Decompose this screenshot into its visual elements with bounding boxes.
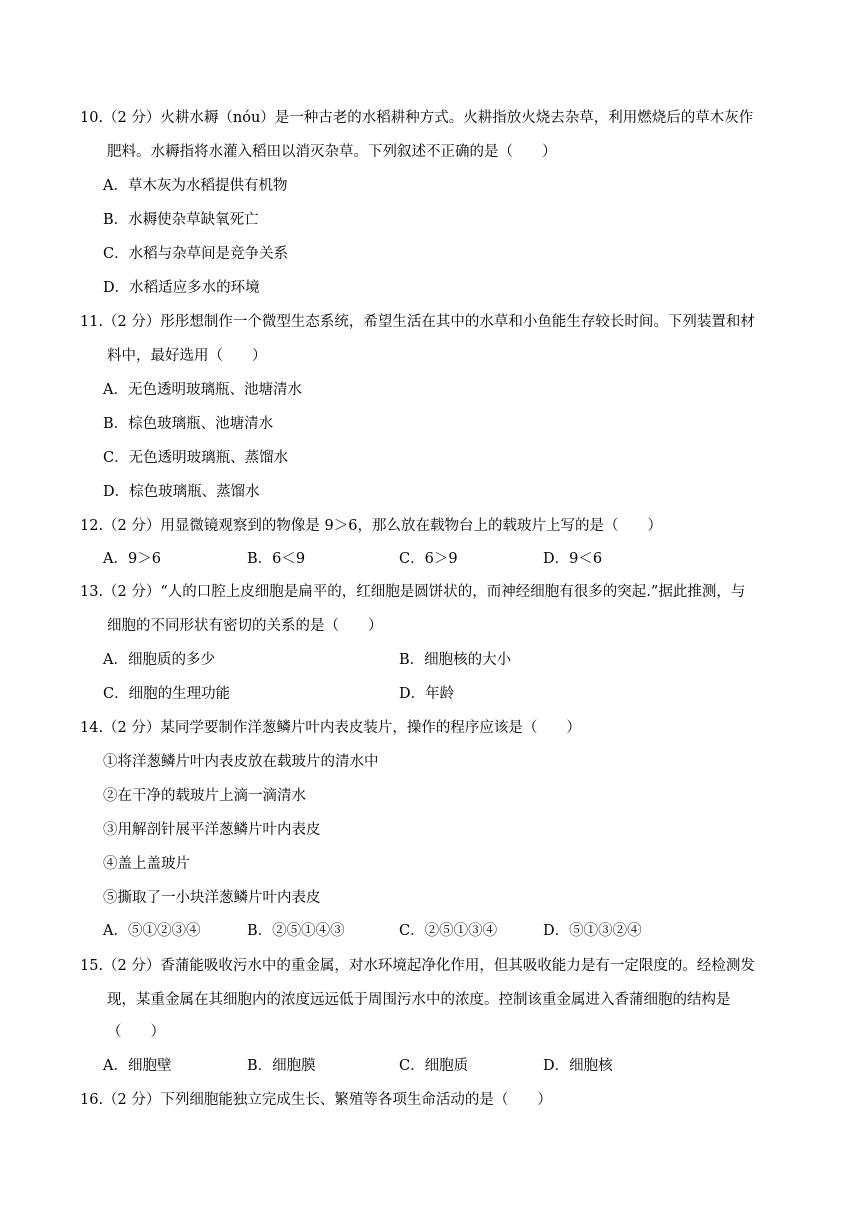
question-13-option-b: B．细胞核的大小 <box>399 652 512 668</box>
question-14-option-a: A．⑤①②③④ <box>103 923 201 939</box>
question-14-option-b: B．②⑤①④③ <box>247 923 345 939</box>
question-14-step-3: ③用解剖针展平洋葱鳞片叶内表皮 <box>103 822 321 838</box>
question-13-line-2: 细胞的不同形状有密切的关系的是（ ） <box>107 618 383 634</box>
question-14-option-c: C．②⑤①③④ <box>399 923 498 939</box>
question-12-option-b: B．6＜9 <box>247 551 306 567</box>
question-14-step-5: ⑤撕取了一小块洋葱鳞片叶内表皮 <box>103 890 321 906</box>
question-10-line-2: 肥料。水耨指将水灌入稻田以消灭杂草。下列叙述不正确的是（ ） <box>107 144 557 160</box>
question-13-option-d: D．年龄 <box>399 686 455 702</box>
question-10-option-c: C．水稻与杂草间是竞争关系 <box>103 246 289 262</box>
question-12-option-a: A．9＞6 <box>103 551 161 567</box>
question-10-option-d: D．水稻适应多水的环境 <box>103 280 260 296</box>
question-14-line-1: 14.（2 分）某同学要制作洋葱鳞片叶内表皮装片，操作的程序应该是（ ） <box>80 720 581 736</box>
question-14-step-2: ②在干净的载玻片上滴一滴清水 <box>103 788 306 804</box>
question-11-line-1: 11.（2 分）彤彤想制作一个微型生态系统，希望生活在其中的水草和小鱼能生存较长时间。下列装置和材 <box>80 314 755 330</box>
question-11-line-2: 料中，最好选用（ ） <box>107 348 267 364</box>
question-15-line-1: 15.（2 分）香蒲能吸收污水中的重金属，对水环境起净化作用，但其吸收能力是有一定限度的。经检测发 <box>80 958 755 974</box>
question-12-line-1: 12.（2 分）用显微镜观察到的物像是 9＞6，那么放在载物台上的载玻片上写的是（ ） <box>80 518 662 534</box>
question-15-line-3: （ ） <box>107 1024 165 1040</box>
question-10-line-1: 10.（2 分）火耕水耨（nóu）是一种古老的水稻耕种方式。火耕指放火烧去杂草，利用燃烧后的草木灰作 <box>80 110 754 126</box>
question-11-option-a: A．无色透明玻璃瓶、池塘清水 <box>103 382 302 398</box>
question-10-option-a: A．草木灰为水稻提供有机物 <box>103 178 288 194</box>
question-16-line-1: 16.（2 分）下列细胞能独立完成生长、繁殖等各项生命活动的是（ ） <box>80 1092 552 1108</box>
question-15-option-d: D．细胞核 <box>543 1058 613 1074</box>
question-15-option-b: B．细胞膜 <box>247 1058 316 1074</box>
question-11-option-b: B．棕色玻璃瓶、池塘清水 <box>103 416 274 432</box>
question-14-step-4: ④盖上盖玻片 <box>103 856 190 872</box>
question-15-option-a: A．细胞壁 <box>103 1058 172 1074</box>
question-11-option-c: C．无色透明玻璃瓶、蒸馏水 <box>103 450 289 466</box>
question-10-option-b: B．水耨使杂草缺氧死亡 <box>103 212 259 228</box>
question-14-option-d: D．⑤①③②④ <box>543 923 642 939</box>
question-15-line-2: 现，某重金属在其细胞内的浓度远远低于周围污水中的浓度。控制该重金属进入香蒲细胞的结构是 <box>107 992 731 1008</box>
question-12-option-c: C．6＞9 <box>399 551 458 567</box>
question-15-option-c: C．细胞质 <box>399 1058 469 1074</box>
question-14-step-1: ①将洋葱鳞片叶内表皮放在载玻片的清水中 <box>103 754 379 770</box>
question-12-option-d: D．9＜6 <box>543 551 603 567</box>
question-13-option-a: A．细胞质的多少 <box>103 652 215 668</box>
question-11-option-d: D．棕色玻璃瓶、蒸馏水 <box>103 484 260 500</box>
question-13-option-c: C．细胞的生理功能 <box>103 686 231 702</box>
question-13-line-1: 13.（2 分）“人的口腔上皮细胞是扁平的，红细胞是圆饼状的，而神经细胞有很多的突起.”据此推测，与 <box>80 584 746 600</box>
